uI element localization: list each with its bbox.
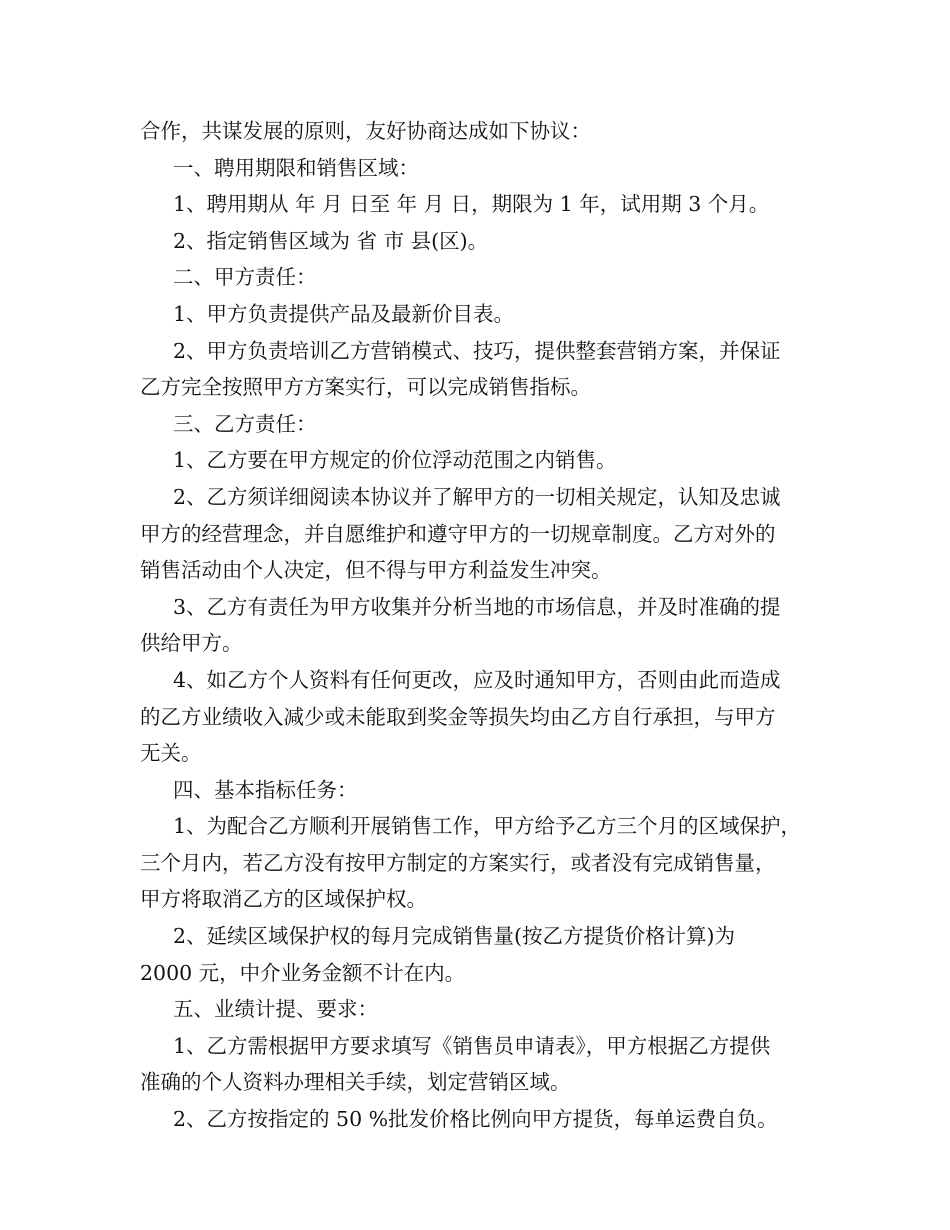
document-line: 三、乙方责任： <box>173 411 317 436</box>
document-line: 1、为配合乙方顺利开展销售工作，甲方给予乙方三个月的区域保护， <box>173 814 802 839</box>
document-line: 2000 元，中介业务金额不计在内。 <box>140 960 466 985</box>
document-line: 2、延续区域保护权的每月完成销售量(按乙方提货价格计算)为 <box>173 924 736 949</box>
document-line: 2、指定销售区域为 省 市 县(区)。 <box>173 228 489 253</box>
document-line: 三个月内，若乙方没有按甲方制定的方案实行，或者没有完成销售量， <box>140 850 776 875</box>
document-line: 1、乙方需根据甲方要求填写《销售员申请表》，甲方根据乙方提供 <box>173 1033 771 1058</box>
document-line: 无关。 <box>140 741 202 766</box>
document-line: 的乙方业绩收入减少或未能取到奖金等损失均由乙方自行承担，与甲方 <box>140 704 776 729</box>
document-line: 一、聘用期限和销售区域： <box>173 155 419 180</box>
document-line: 甲方的经营理念，并自愿维护和遵守甲方的一切规章制度。乙方对外的 <box>140 521 776 546</box>
document-line: 四、基本指标任务： <box>173 777 358 802</box>
document-line: 4、如乙方个人资料有任何更改，应及时通知甲方，否则由此而造成 <box>173 667 781 692</box>
document-line: 2、甲方负责培训乙方营销模式、技巧，提供整套营销方案，并保证 <box>173 338 781 363</box>
document-line: 合作，共谋发展的原则，友好协商达成如下协议： <box>140 119 591 143</box>
document-line: 2、乙方按指定的 50 %批发价格比例向甲方提货，每单运费自负。 <box>173 1107 778 1132</box>
document-line: 供给甲方。 <box>140 631 243 656</box>
document-line: 二、甲方责任： <box>173 265 317 290</box>
document-line: 销售活动由个人决定，但不得与甲方利益发生冲突。 <box>140 558 612 583</box>
document-line: 1、聘用期从 年 月 日至 年 月 日，期限为 1 年，试用期 3 个月。 <box>173 192 770 217</box>
document-line: 1、甲方负责提供产品及最新价目表。 <box>173 301 515 326</box>
document-line: 2、乙方须详细阅读本协议并了解甲方的一切相关规定，认知及忠诚 <box>173 484 781 509</box>
document-line: 五、业绩计提、要求： <box>173 997 378 1022</box>
document-line: 1、乙方要在甲方规定的价位浮动范围之内销售。 <box>173 448 617 473</box>
document-body <box>140 113 820 1138</box>
document-line: 乙方完全按照甲方方案实行，可以完成销售指标。 <box>140 375 591 400</box>
document-line: 甲方将取消乙方的区域保护权。 <box>140 887 427 912</box>
document-line: 3、乙方有责任为甲方收集并分析当地的市场信息，并及时准确的提 <box>173 594 781 619</box>
document-line: 准确的个人资料办理相关手续，划定营销区域。 <box>140 1070 571 1095</box>
